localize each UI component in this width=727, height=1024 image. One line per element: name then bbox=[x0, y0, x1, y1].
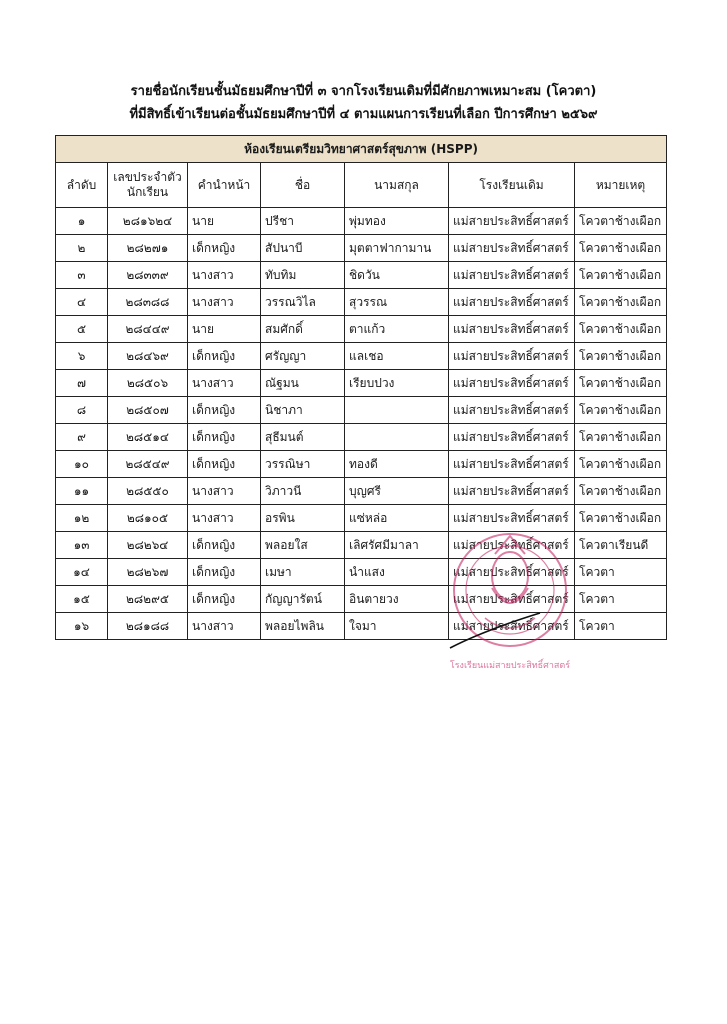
cell-school: แม่สายประสิทธิ์ศาสตร์ bbox=[449, 343, 575, 370]
cell-no: ๕ bbox=[56, 316, 108, 343]
cell-no: ๖ bbox=[56, 343, 108, 370]
cell-no: ๓ bbox=[56, 262, 108, 289]
cell-note: โควตาช้างเผือก bbox=[575, 343, 667, 370]
table-row bbox=[56, 316, 667, 343]
table-row bbox=[56, 424, 667, 451]
table-row bbox=[56, 289, 667, 316]
cell-id: ๒๘๒๖๗ bbox=[108, 559, 188, 586]
cell-no: ๙ bbox=[56, 424, 108, 451]
table-row bbox=[56, 451, 667, 478]
table-row bbox=[56, 370, 667, 397]
cell-school: แม่สายประสิทธิ์ศาสตร์ bbox=[449, 289, 575, 316]
cell-first-name: พลอยใส bbox=[261, 532, 345, 559]
cell-id: ๒๘๑๖๒๔ bbox=[108, 208, 188, 235]
cell-last-name: สุวรรณ bbox=[345, 289, 449, 316]
cell-note: โควตาช้างเผือก bbox=[575, 370, 667, 397]
table-row bbox=[56, 559, 667, 586]
cell-first-name: สมศักดิ์ bbox=[261, 316, 345, 343]
cell-first-name: ทับทิม bbox=[261, 262, 345, 289]
col-header-prefix: คำนำหน้า bbox=[188, 163, 261, 208]
cell-last-name: เลิศรัศมีมาลา bbox=[345, 532, 449, 559]
table-row bbox=[56, 505, 667, 532]
table-row bbox=[56, 532, 667, 559]
cell-first-name: เมษา bbox=[261, 559, 345, 586]
cell-id: ๒๘๔๔๙ bbox=[108, 316, 188, 343]
cell-prefix: นาย bbox=[188, 208, 261, 235]
cell-note: โควตาช้างเผือก bbox=[575, 478, 667, 505]
cell-last-name: เรียบปวง bbox=[345, 370, 449, 397]
cell-note: โควตา bbox=[575, 586, 667, 613]
cell-note: โควตา bbox=[575, 559, 667, 586]
cell-first-name: พลอยไพลิน bbox=[261, 613, 345, 640]
cell-no: ๔ bbox=[56, 289, 108, 316]
cell-prefix: เด็กหญิง bbox=[188, 343, 261, 370]
cell-no: ๑๒ bbox=[56, 505, 108, 532]
document-title-line2: ที่มีสิทธิ์เข้าเรียนต่อชั้นมัธยมศึกษาปีที่ ๔ ตามแผนการเรียนที่เลือก ปีการศึกษา ๒๕๖๙ bbox=[129, 107, 598, 122]
col-header-no: ลำดับ bbox=[56, 163, 108, 208]
cell-prefix: เด็กหญิง bbox=[188, 424, 261, 451]
cell-last-name bbox=[345, 424, 449, 451]
cell-prefix: นางสาว bbox=[188, 505, 261, 532]
table-caption: ห้องเรียนเตรียมวิทยาศาสตร์สุขภาพ (HSPP) bbox=[56, 136, 667, 163]
cell-no: ๑๖ bbox=[56, 613, 108, 640]
cell-school: แม่สายประสิทธิ์ศาสตร์ bbox=[449, 397, 575, 424]
cell-note: โควตาเรียนดี bbox=[575, 532, 667, 559]
col-header-school: โรงเรียนเดิม bbox=[449, 163, 575, 208]
cell-id: ๒๘๓๓๙ bbox=[108, 262, 188, 289]
cell-school: แม่สายประสิทธิ์ศาสตร์ bbox=[449, 262, 575, 289]
cell-no: ๑๕ bbox=[56, 586, 108, 613]
cell-first-name: นิชาภา bbox=[261, 397, 345, 424]
cell-first-name: ณัฐมน bbox=[261, 370, 345, 397]
cell-first-name: อรพิน bbox=[261, 505, 345, 532]
cell-id: ๒๘๒๙๕ bbox=[108, 586, 188, 613]
cell-first-name: สัปนาบี bbox=[261, 235, 345, 262]
cell-first-name: วรรณวิไล bbox=[261, 289, 345, 316]
cell-last-name: พุ่มทอง bbox=[345, 208, 449, 235]
cell-last-name: แลเชอ bbox=[345, 343, 449, 370]
cell-first-name: สุธีมนต์ bbox=[261, 424, 345, 451]
cell-school: แม่สายประสิทธิ์ศาสตร์ bbox=[449, 316, 575, 343]
cell-first-name: กัญญารัตน์ bbox=[261, 586, 345, 613]
cell-school: แม่สายประสิทธิ์ศาสตร์ bbox=[449, 451, 575, 478]
cell-school: แม่สายประสิทธิ์ศาสตร์ bbox=[449, 478, 575, 505]
cell-last-name: ใจมา bbox=[345, 613, 449, 640]
cell-last-name: อินตายวง bbox=[345, 586, 449, 613]
col-header-last-name: นามสกุล bbox=[345, 163, 449, 208]
col-header-note: หมายเหตุ bbox=[575, 163, 667, 208]
cell-school: แม่สายประสิทธิ์ศาสตร์ bbox=[449, 235, 575, 262]
cell-id: ๒๘๑๐๕ bbox=[108, 505, 188, 532]
cell-no: ๘ bbox=[56, 397, 108, 424]
cell-no: ๒ bbox=[56, 235, 108, 262]
cell-school: แม่สายประสิทธิ์ศาสตร์ bbox=[449, 505, 575, 532]
col-header-first-name: ชื่อ bbox=[261, 163, 345, 208]
cell-note: โควตาช้างเผือก bbox=[575, 505, 667, 532]
cell-prefix: นาย bbox=[188, 316, 261, 343]
cell-id: ๒๘๕๐๖ bbox=[108, 370, 188, 397]
cell-prefix: เด็กหญิง bbox=[188, 559, 261, 586]
cell-school: แม่สายประสิทธิ์ศาสตร์ bbox=[449, 370, 575, 397]
cell-school: แม่สายประสิทธิ์ศาสตร์ bbox=[449, 208, 575, 235]
cell-id: ๒๘๒๖๔ bbox=[108, 532, 188, 559]
cell-first-name: ปรีชา bbox=[261, 208, 345, 235]
cell-prefix: นางสาว bbox=[188, 478, 261, 505]
seal-text: โรงเรียนแม่สายประสิทธิ์ศาสตร์ bbox=[449, 661, 571, 671]
cell-id: ๒๘๕๔๙ bbox=[108, 451, 188, 478]
cell-note: โควตาช้างเผือก bbox=[575, 451, 667, 478]
cell-note: โควตาช้างเผือก bbox=[575, 397, 667, 424]
cell-id: ๒๘๕๕๐ bbox=[108, 478, 188, 505]
cell-note: โควตาช้างเผือก bbox=[575, 262, 667, 289]
cell-no: ๑๑ bbox=[56, 478, 108, 505]
cell-id: ๒๘๑๘๘ bbox=[108, 613, 188, 640]
table-row bbox=[56, 343, 667, 370]
cell-note: โควตาช้างเผือก bbox=[575, 316, 667, 343]
cell-prefix: นางสาว bbox=[188, 262, 261, 289]
cell-first-name: วิภาวนี bbox=[261, 478, 345, 505]
cell-last-name: มุตตาฟากามาน bbox=[345, 235, 449, 262]
table-row bbox=[56, 208, 667, 235]
cell-prefix: เด็กหญิง bbox=[188, 586, 261, 613]
cell-note: โควตาช้างเผือก bbox=[575, 235, 667, 262]
cell-id: ๒๘๕๐๗ bbox=[108, 397, 188, 424]
cell-first-name: วรรณิษา bbox=[261, 451, 345, 478]
cell-note: โควตาช้างเผือก bbox=[575, 208, 667, 235]
table-row bbox=[56, 262, 667, 289]
cell-id: ๒๘๕๑๔ bbox=[108, 424, 188, 451]
cell-no: ๑๐ bbox=[56, 451, 108, 478]
cell-note: โควตา bbox=[575, 613, 667, 640]
cell-school: แม่สายประสิทธิ์ศาสตร์ bbox=[449, 424, 575, 451]
student-table bbox=[55, 135, 667, 640]
col-header-id-line1: เลขประจำตัว bbox=[113, 170, 182, 184]
table-row bbox=[56, 586, 667, 613]
table-row bbox=[56, 397, 667, 424]
cell-prefix: นางสาว bbox=[188, 370, 261, 397]
cell-note: โควตาช้างเผือก bbox=[575, 424, 667, 451]
col-header-id-line2: นักเรียน bbox=[126, 185, 169, 199]
table-row bbox=[56, 478, 667, 505]
cell-last-name: บุญศรี bbox=[345, 478, 449, 505]
cell-prefix: เด็กหญิง bbox=[188, 451, 261, 478]
cell-no: ๑๓ bbox=[56, 532, 108, 559]
cell-no: ๑ bbox=[56, 208, 108, 235]
cell-id: ๒๘๔๖๙ bbox=[108, 343, 188, 370]
cell-school: แม่สายประสิทธิ์ศาสตร์ bbox=[449, 559, 575, 586]
cell-last-name bbox=[345, 397, 449, 424]
cell-note: โควตาช้างเผือก bbox=[575, 289, 667, 316]
cell-last-name: แซ่หล่อ bbox=[345, 505, 449, 532]
cell-prefix: เด็กหญิง bbox=[188, 235, 261, 262]
col-header-id bbox=[108, 163, 188, 208]
cell-school: แม่สายประสิทธิ์ศาสตร์ bbox=[449, 586, 575, 613]
cell-first-name: ศรัญญา bbox=[261, 343, 345, 370]
document-title-line1: รายชื่อนักเรียนชั้นมัธยมศึกษาปีที่ ๓ จากโรงเรียนเดิมที่มีศักยภาพเหมาะสม (โควตา) bbox=[130, 84, 597, 99]
cell-prefix: นางสาว bbox=[188, 289, 261, 316]
cell-last-name: ชิดวัน bbox=[345, 262, 449, 289]
cell-prefix: เด็กหญิง bbox=[188, 397, 261, 424]
cell-id: ๒๘๒๗๑ bbox=[108, 235, 188, 262]
table-row bbox=[56, 235, 667, 262]
cell-no: ๑๔ bbox=[56, 559, 108, 586]
cell-school: แม่สายประสิทธิ์ศาสตร์ bbox=[449, 532, 575, 559]
cell-last-name: ทองดี bbox=[345, 451, 449, 478]
cell-last-name: ตาแก้ว bbox=[345, 316, 449, 343]
cell-id: ๒๘๓๘๘ bbox=[108, 289, 188, 316]
cell-no: ๗ bbox=[56, 370, 108, 397]
cell-school: แม่สายประสิทธิ์ศาสตร์ bbox=[449, 613, 575, 640]
cell-prefix: นางสาว bbox=[188, 613, 261, 640]
cell-last-name: นำแสง bbox=[345, 559, 449, 586]
cell-prefix: เด็กหญิง bbox=[188, 532, 261, 559]
table-row bbox=[56, 613, 667, 640]
